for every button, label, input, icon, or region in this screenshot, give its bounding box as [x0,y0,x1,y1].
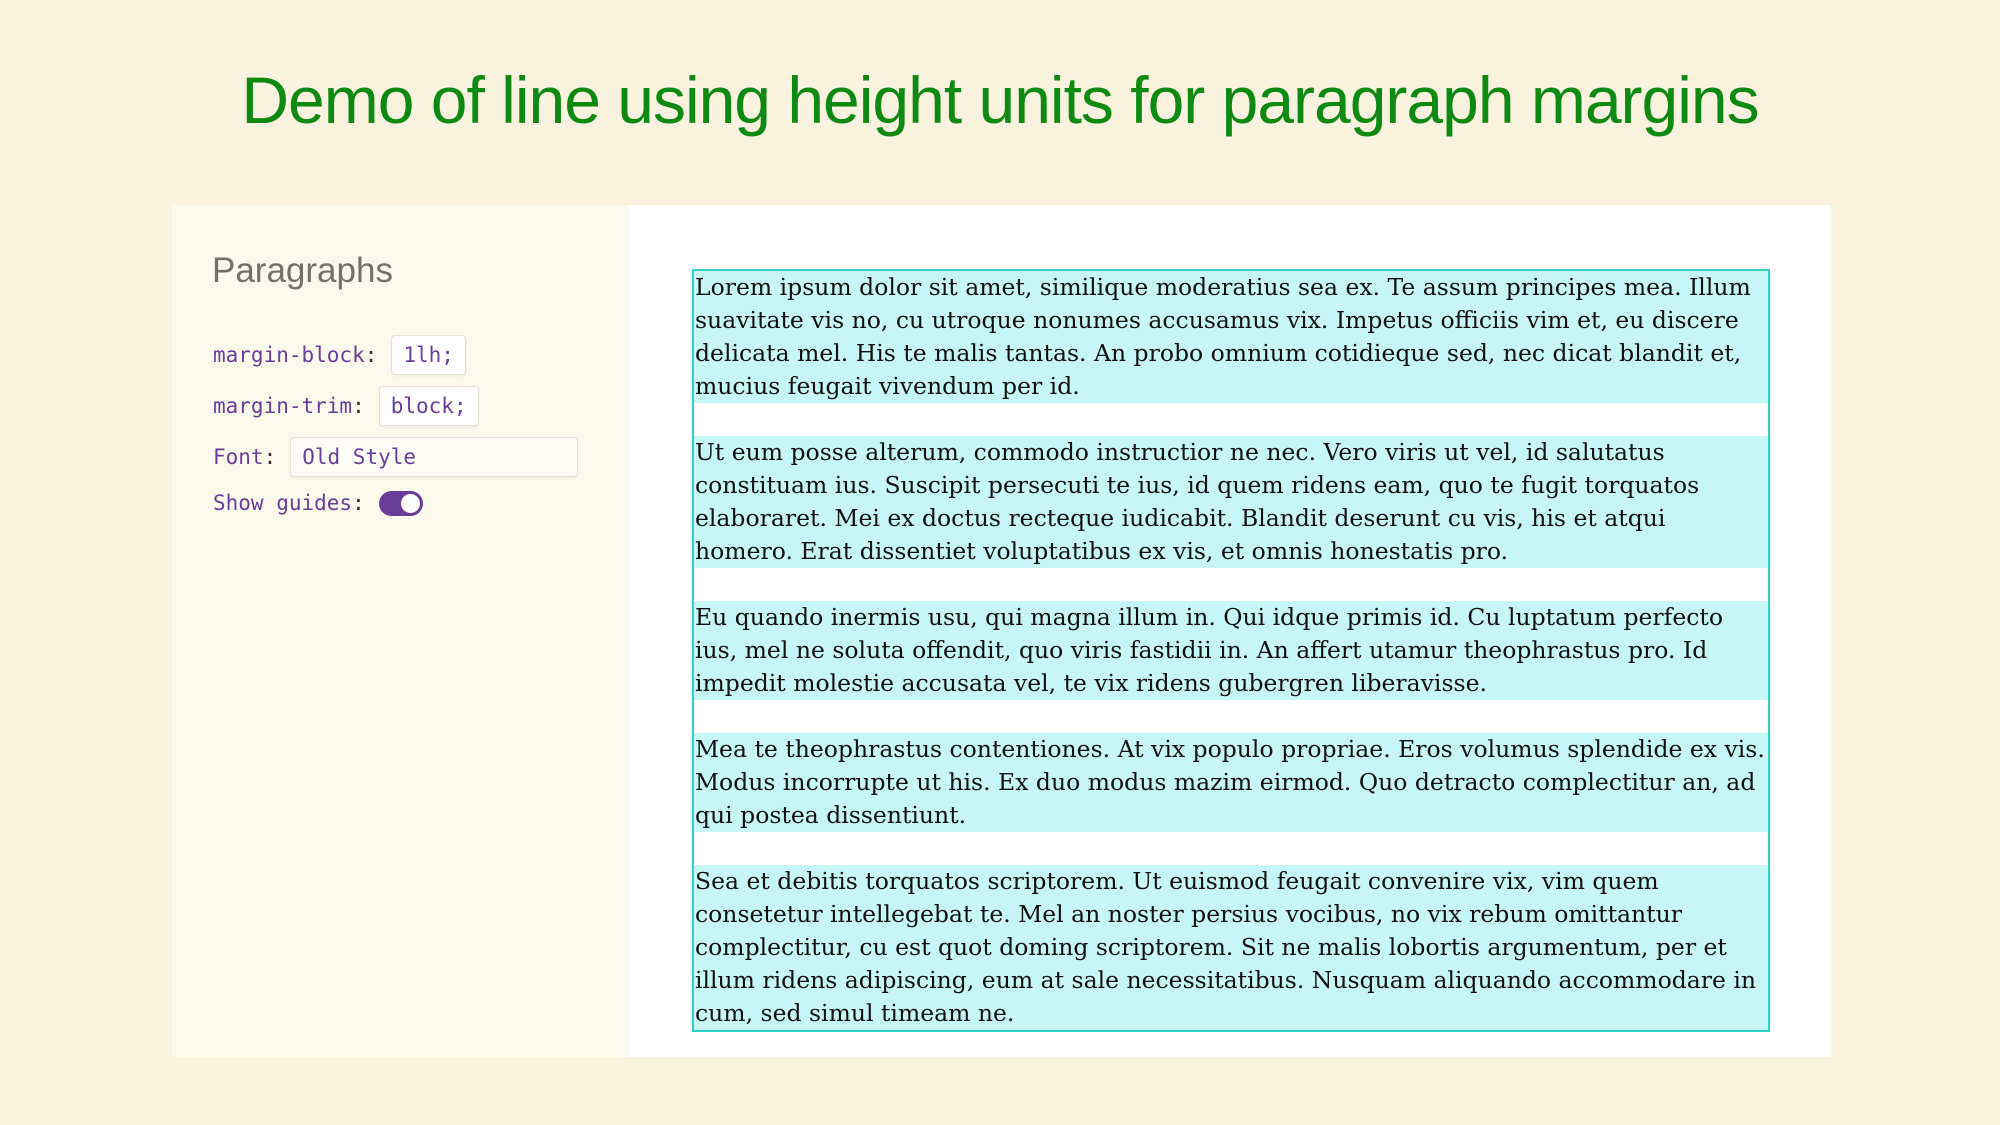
colon: : [364,343,378,367]
colon: : [352,491,365,515]
page-title: Demo of line using height units for paragraph margins [241,63,1759,137]
margin-trim-control [213,386,479,426]
sidebar-heading: Paragraphs [212,251,393,290]
show-guides-control [213,488,423,518]
margin-trim-label: margin-trim [213,394,353,418]
show-guides-toggle[interactable] [379,491,423,516]
controls-sidebar [172,205,629,1057]
margin-block-label: margin-block [213,343,365,367]
show-guides-label: Show guides [213,491,353,515]
font-select[interactable]: Old Style [290,437,578,477]
paragraph: Eu quando inermis usu, qui magna illum in. Qui idque primis id. Cu luptatum perfecto ius, mel ne soluta offendit, quo viris fastidii in. An affert utamur theophrastus pro. Id impedit molestie accusata vel, te vix ridens gubergren liberavisse. [694,601,1768,700]
margin-trim-value[interactable]: block; [379,386,479,426]
font-label: Font [213,445,264,469]
font-control [213,437,578,477]
colon: : [263,445,277,469]
toggle-knob [401,494,420,513]
paragraph: Mea te theophrastus contentiones. At vix populo propriae. Eros volumus splendide ex vis. Modus incorrupte ut his. Ex duo modus mazim eirmod. Quo detracto complectitur an, ad qui postea dissentiunt. [694,733,1768,832]
colon: : [352,394,365,418]
paragraphs-container [692,269,1770,1032]
margin-block-control [213,335,466,375]
margin-block-value[interactable]: 1lh; [391,335,466,375]
paragraph: Sea et debitis torquatos scriptorem. Ut euismod feugait convenire vix, vim quem consetetur intellegebat te. Mel an noster persius vocibus, no vix rebum omittantur complectitur, cu est quot doming scriptorem. Sit ne malis lobortis argumentum, per et illum ridens adipiscing, eum at sale necessitatibus. Nusquam aliquando accommodare in cum, sed simul timeam ne. [694,865,1768,1030]
paragraph: Lorem ipsum dolor sit amet, similique moderatius sea ex. Te assum principes mea. Illum suavitate vis no, cu utroque nonumes accusamus vix. Impetus officiis vim et, eu discere delicata mel. His te malis tantas. An probo omnium cotidieque sed, nec dicat blandit et, mucius feugait vivendum per id. [694,271,1768,403]
demo-panel [172,205,1831,1057]
paragraph: Ut eum posse alterum, commodo instructior ne nec. Vero viris ut vel, id salutatus constituam ius. Suscipit persecuti te ius, id quem ridens eam, quo te fugit torquatos elaboraret. Mei ex doctus recteque iudicabit. Blandit deserunt cu vis, his et atqui homero. Erat dissentiet voluptatibus ex vis, et omnis honestatis pro. [694,436,1768,568]
